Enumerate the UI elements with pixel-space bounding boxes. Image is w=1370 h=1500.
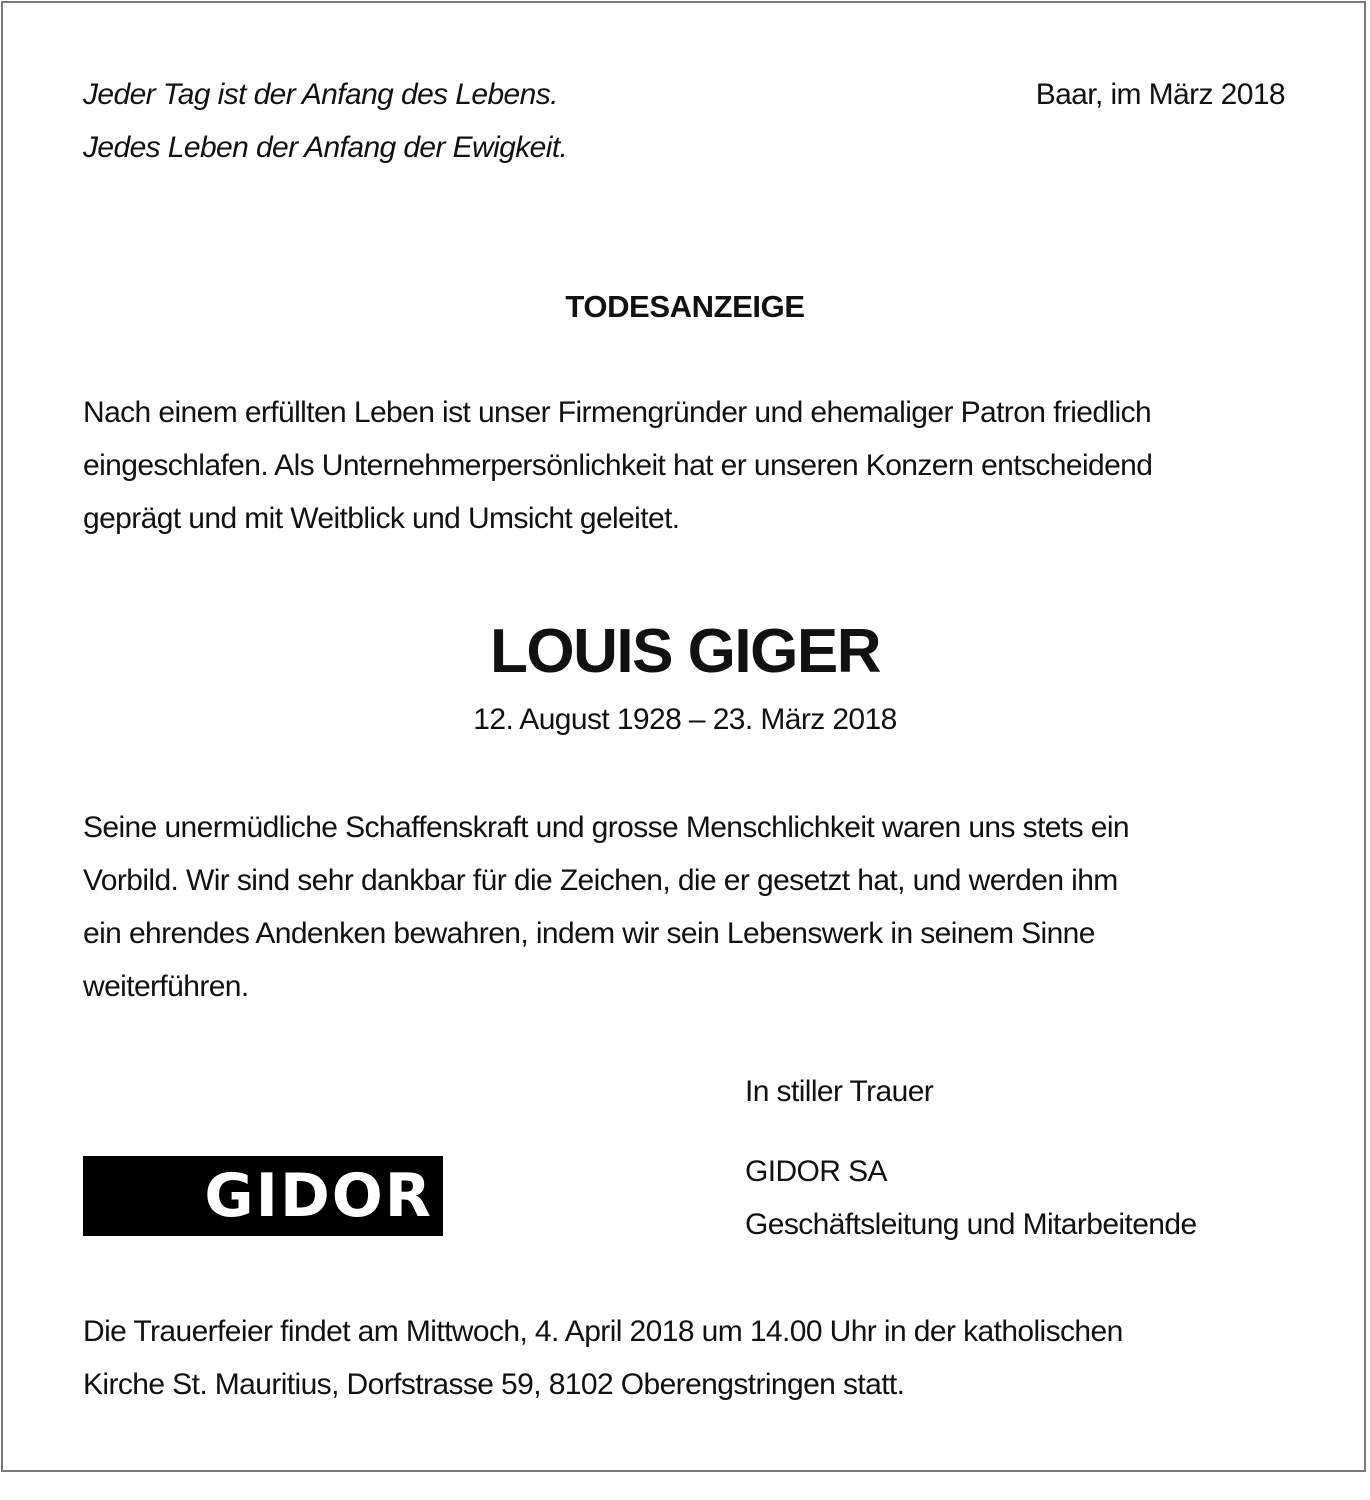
intro-line: Nach einem erfüllten Leben ist unser Firmengründer und ehemaliger Patron friedlich bbox=[83, 396, 1152, 429]
mourning-phrase: In stiller Trauer bbox=[745, 1075, 934, 1108]
signature-block bbox=[745, 1145, 1197, 1251]
deceased-name: LOUIS GIGER bbox=[490, 617, 880, 686]
tribute-line: Seine unermüdliche Schaffenskraft und grosse Menschlichkeit waren uns stets ein bbox=[83, 811, 1129, 844]
signature-company: GIDOR SA bbox=[745, 1155, 887, 1188]
tribute-paragraph bbox=[83, 801, 1129, 1013]
intro-line: geprägt und mit Weitblick und Umsicht geleitet. bbox=[83, 502, 680, 535]
signature-group: Geschäftsleitung und Mitarbeitende bbox=[745, 1208, 1197, 1241]
life-dates: 12. August 1928 – 23. März 2018 bbox=[473, 703, 897, 736]
funeral-notice bbox=[83, 1305, 1123, 1411]
funeral-line: Kirche St. Mauritius, Dorfstrasse 59, 8102 Oberengstringen statt. bbox=[83, 1368, 905, 1401]
announcement-heading: TODESANZEIGE bbox=[565, 289, 805, 324]
tribute-line: weiterführen. bbox=[83, 970, 249, 1003]
tribute-line: Vorbild. Wir sind sehr dankbar für die Zeichen, die er gesetzt hat, und werden ihm bbox=[83, 864, 1118, 897]
place-date: Baar, im März 2018 bbox=[1035, 78, 1285, 111]
tribute-line: ein ehrendes Andenken bewahren, indem wir sein Lebenswerk in seinem Sinne bbox=[83, 917, 1095, 950]
company-logo-text: GIDOR bbox=[204, 1161, 433, 1231]
intro-paragraph bbox=[83, 386, 1152, 545]
company-logo bbox=[83, 1156, 443, 1236]
motto-quote bbox=[83, 68, 567, 174]
motto-line-2: Jedes Leben der Anfang der Ewigkeit. bbox=[83, 131, 568, 164]
intro-line: eingeschlafen. Als Unternehmerpersönlichkeit hat er unseren Konzern entscheidend bbox=[83, 449, 1153, 482]
funeral-line: Die Trauerfeier findet am Mittwoch, 4. April 2018 um 14.00 Uhr in der katholischen bbox=[83, 1315, 1123, 1348]
motto-line-1: Jeder Tag ist der Anfang des Lebens. bbox=[83, 78, 558, 111]
